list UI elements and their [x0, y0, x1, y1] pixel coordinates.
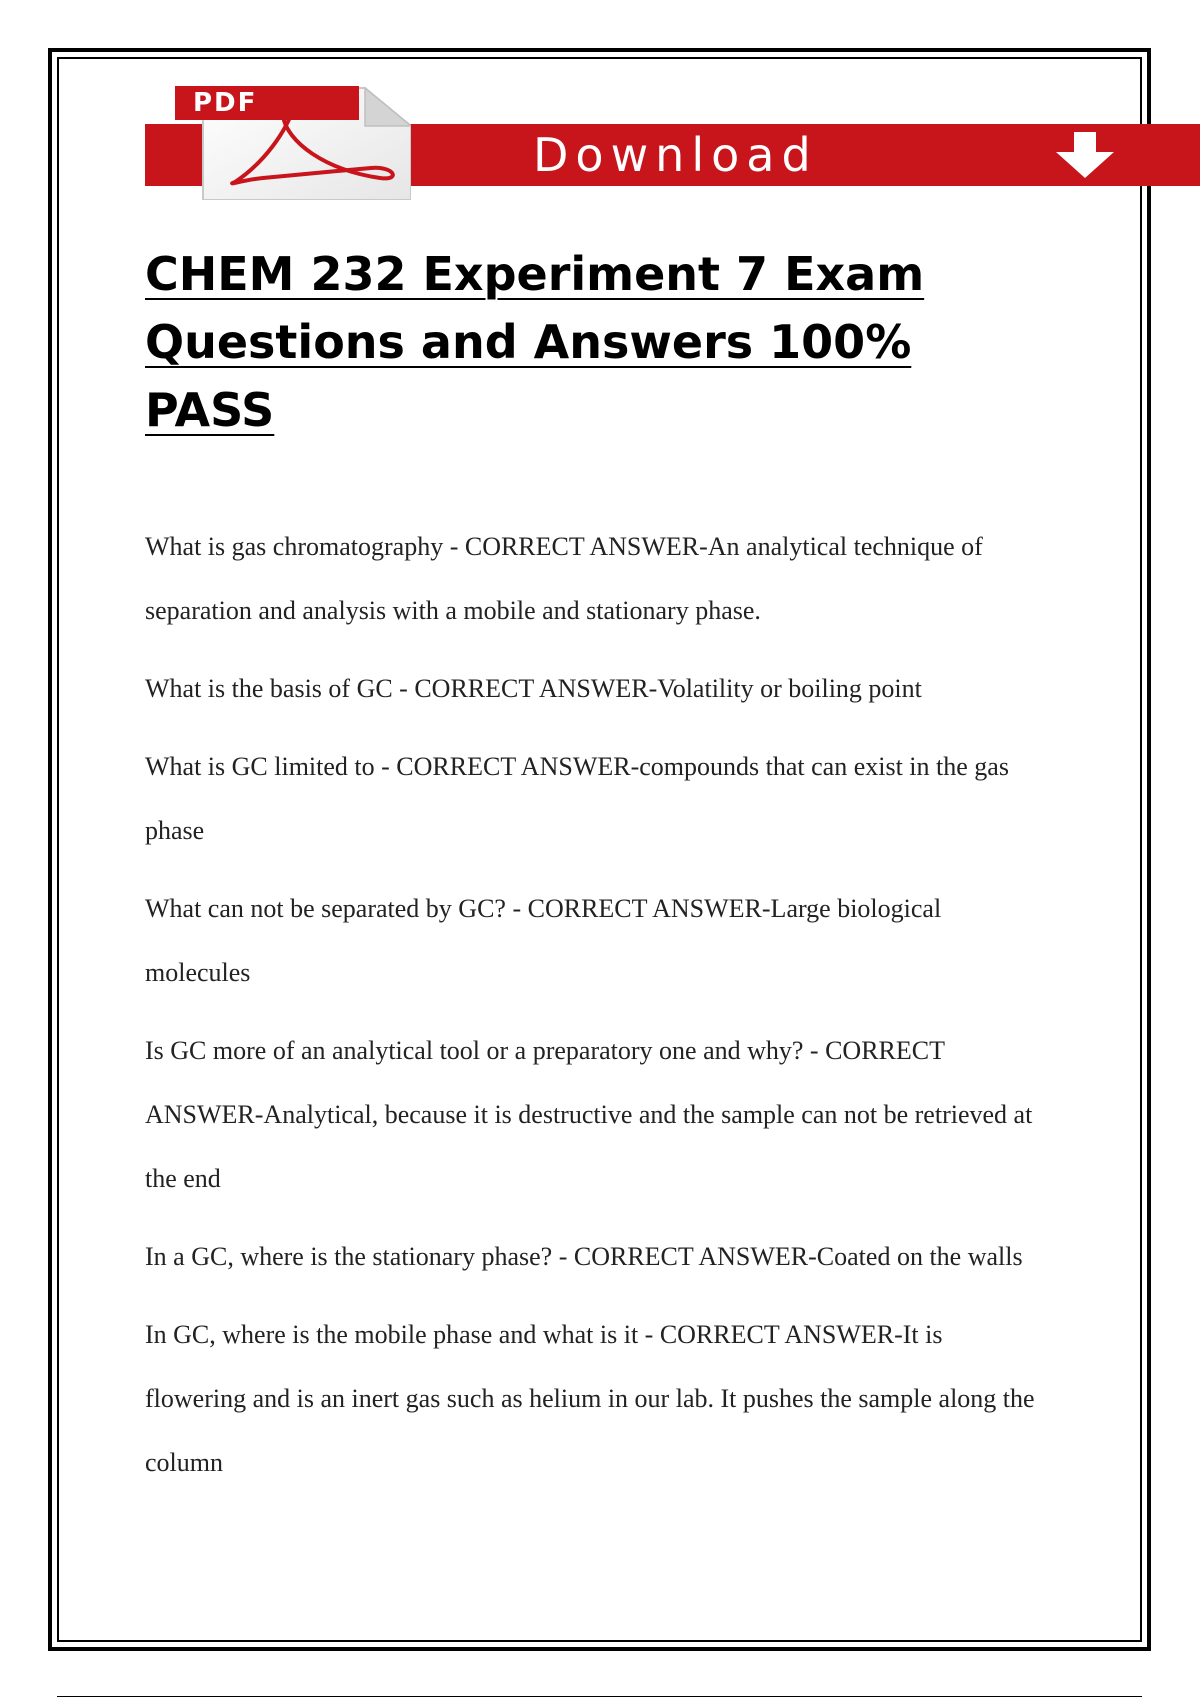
- qa-item: What is the basis of GC - CORRECT ANSWER-Volatility or boiling point: [145, 674, 922, 703]
- arrow-down-icon[interactable]: [1050, 130, 1120, 180]
- download-label[interactable]: Download: [533, 128, 818, 182]
- qa-list: [145, 515, 1045, 1509]
- pdf-document-icon: [175, 82, 411, 200]
- qa-item: What is gas chromatography - CORRECT ANSWER-An analytical technique of separation and analysis with a mobile and stationary phase.: [145, 532, 983, 625]
- bottom-divider: [57, 1696, 1142, 1697]
- pdf-badge: PDF: [175, 86, 359, 120]
- pdf-download-banner[interactable]: [145, 78, 1200, 203]
- qa-item: In a GC, where is the stationary phase? - CORRECT ANSWER-Coated on the walls: [145, 1242, 1023, 1271]
- document-title: CHEM 232 Experiment 7 Exam Questions and Answers 100% PASS: [145, 247, 925, 437]
- qa-item: Is GC more of an analytical tool or a preparatory one and why? - CORRECT ANSWER-Analytical, because it is destructive and the sample can not be retrieved at the end: [145, 1036, 1033, 1193]
- qa-item: In GC, where is the mobile phase and what is it - CORRECT ANSWER-It is flowering and is an inert gas such as helium in our lab. It pushes the sample along the column: [145, 1320, 1035, 1477]
- qa-item: What is GC limited to - CORRECT ANSWER-compounds that can exist in the gas phase: [145, 752, 1009, 845]
- qa-item: What can not be separated by GC? - CORRECT ANSWER-Large biological molecules: [145, 894, 942, 987]
